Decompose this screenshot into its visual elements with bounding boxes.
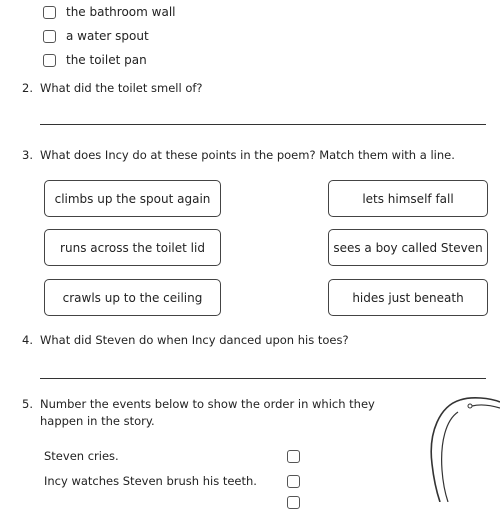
- event-row: [44, 496, 300, 509]
- match-box-left[interactable]: crawls up to the ceiling: [44, 279, 221, 316]
- question-number: 2.: [22, 81, 33, 95]
- question-number: 5.: [22, 397, 33, 411]
- option-label: the bathroom wall: [66, 5, 176, 19]
- match-box-left[interactable]: runs across the toilet lid: [44, 229, 221, 266]
- question-2: [22, 80, 203, 97]
- question-text-cont: happen in the story.: [40, 414, 155, 428]
- number-box[interactable]: [287, 475, 300, 488]
- toilet-illustration: [420, 392, 500, 502]
- checkbox[interactable]: [43, 54, 56, 67]
- event-label: Incy watches Steven brush his teeth.: [44, 474, 257, 488]
- match-box-right[interactable]: sees a boy called Steven: [328, 229, 488, 266]
- answer-line[interactable]: [40, 378, 486, 379]
- match-box-left[interactable]: climbs up the spout again: [44, 180, 221, 217]
- number-box[interactable]: [287, 496, 300, 509]
- event-row: [44, 474, 300, 488]
- question-text: Number the events below to show the order in which they: [40, 397, 375, 411]
- event-row: [44, 449, 300, 463]
- question-number: 4.: [22, 333, 33, 347]
- option-label: the toilet pan: [66, 53, 147, 67]
- option-row: [43, 5, 175, 19]
- question-5: [22, 396, 375, 430]
- number-box[interactable]: [287, 450, 300, 463]
- option-row: [43, 53, 147, 67]
- answer-line[interactable]: [40, 124, 486, 125]
- question-text: What did Steven do when Incy danced upon his toes?: [40, 333, 349, 347]
- checkbox[interactable]: [43, 6, 56, 19]
- checkbox[interactable]: [43, 30, 56, 43]
- event-label: Steven cries.: [44, 449, 119, 463]
- question-4: [22, 332, 349, 349]
- question-3: [22, 147, 455, 164]
- question-text: What does Incy do at these points in the poem? Match them with a line.: [40, 148, 455, 162]
- question-number: 3.: [22, 148, 33, 162]
- option-label: a water spout: [66, 29, 149, 43]
- match-box-right[interactable]: hides just beneath: [328, 279, 488, 316]
- question-text: What did the toilet smell of?: [40, 81, 203, 95]
- option-row: [43, 29, 149, 43]
- match-box-right[interactable]: lets himself fall: [328, 180, 488, 217]
